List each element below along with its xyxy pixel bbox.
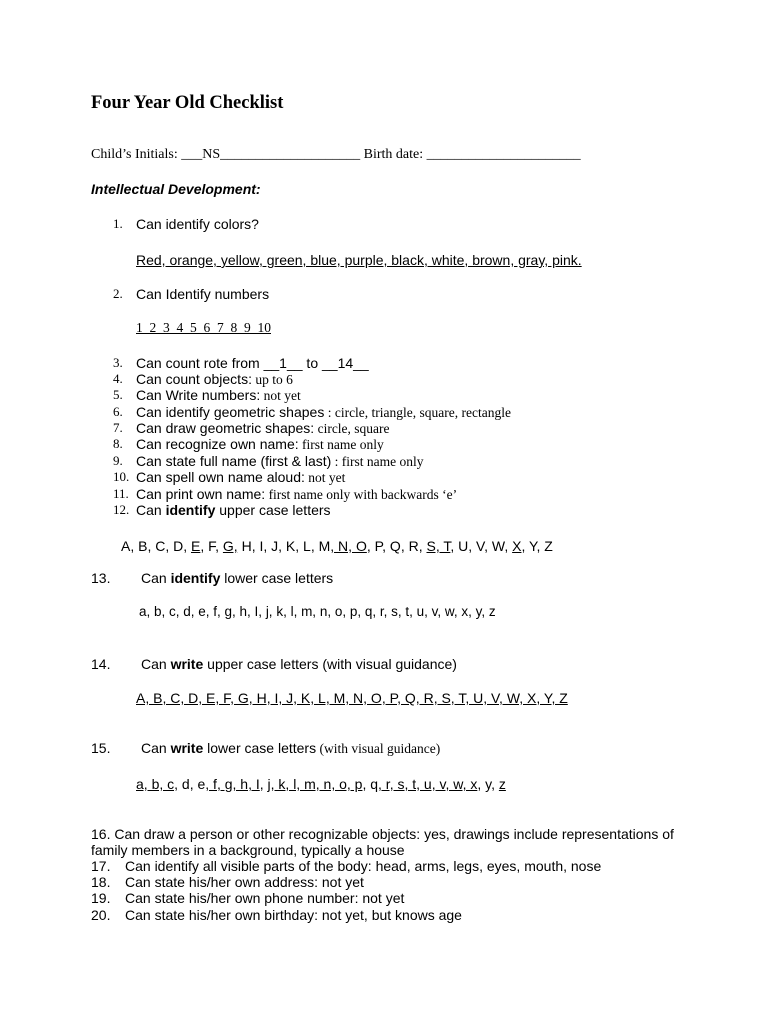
item-number: 6. <box>113 404 123 419</box>
letter-segment: A, B, C, D, <box>121 538 192 554</box>
letter-segment: , k, l, m, n, o, p <box>270 776 363 792</box>
letter-segment: d, e <box>178 776 206 792</box>
letter-segment: a, b, c, <box>136 776 179 792</box>
lower-write-letters <box>136 776 506 792</box>
item-16-paragraph: 16. Can draw a person or other recognizable objects: yes, drawings include representations of family members in a background, typically a house <box>91 826 674 859</box>
item-text: Can spell own name aloud: not yet <box>136 469 346 485</box>
letter-segment: , N, O <box>330 538 367 554</box>
item-text: Can identify geometric shapes : circle, triangle, square, rectangle <box>136 404 511 420</box>
item-number: 17. <box>91 858 111 874</box>
item-text: Can write upper case letters (with visual guidance) <box>141 656 457 672</box>
item-number: 15. <box>91 740 111 756</box>
letter-segment: H, I, J, K, L, M <box>237 538 331 554</box>
colors-text: Red, orange, yellow, green, blue, purple, black, white, brown, gray, pink. <box>136 252 582 268</box>
item-note: first name only <box>298 437 384 452</box>
letter-segment: , f, g, h, I <box>205 776 260 792</box>
child-info-line <box>91 147 581 163</box>
item-number: 11. <box>113 486 129 501</box>
item-text: Can draw geometric shapes: circle, square <box>136 420 390 436</box>
item-number: 7. <box>113 420 123 435</box>
letter-segment: , r, s, t, u, v, w, x <box>378 776 478 792</box>
item-note: up to 6 <box>251 372 293 387</box>
letter-segment: G, <box>222 538 238 554</box>
numbers-text: 1 2 3 4 5 6 7 8 9 10 <box>136 320 271 335</box>
upper-identify-letters <box>121 538 553 554</box>
item-number: 4. <box>113 371 123 386</box>
item-note: not yet <box>304 470 346 485</box>
item-note: first name only with backwards ‘e’ <box>265 487 458 502</box>
item-text: Can identify upper case letters <box>136 502 331 518</box>
item-text: Can recognize own name: first name only <box>136 436 384 452</box>
letter-segment: , j <box>259 776 271 792</box>
item-text: Can identify colors? <box>136 216 259 232</box>
item-number: 2. <box>113 286 123 301</box>
item-number: 9. <box>113 453 123 468</box>
item-number: 1. <box>113 216 123 231</box>
item-number: 19. <box>91 890 111 906</box>
item-note: : circle, triangle, square, rectangle <box>324 405 511 420</box>
childs-initials-label: Child’s Initials: <box>91 147 182 162</box>
lower-identify-letters: a, b, c, d, e, f, g, h, I, j, k, l, m, n, o, p, q, r, s, t, u, v, w, x, y, z <box>139 604 496 619</box>
letter-segment: , q <box>362 776 379 792</box>
letter-segment: , Y, Z <box>521 538 553 554</box>
item-text: Can print own name: first name only with backwards ‘e’ <box>136 486 458 502</box>
numbers-line <box>136 320 271 336</box>
page-title: Four Year Old Checklist <box>91 93 284 113</box>
item-note: : first name only <box>331 454 424 469</box>
item-number: 12. <box>113 502 130 517</box>
item-text: Can identify lower case letters <box>141 570 334 586</box>
item-text: Can state full name (first & last) : first name only <box>136 453 424 469</box>
section-heading: Intellectual Development: <box>91 181 261 197</box>
letter-segment: , U, V, W, <box>450 538 513 554</box>
item-note: not yet <box>260 388 301 403</box>
item-text: Can state his/her own address: not yet <box>125 874 364 890</box>
item-text: Can Write numbers: not yet <box>136 387 301 403</box>
colors-line <box>136 252 582 268</box>
item-number: 13. <box>91 570 111 586</box>
item-number: 10. <box>113 469 130 484</box>
item-note: circle, square <box>314 421 390 436</box>
item-text: Can Identify numbers <box>136 286 270 302</box>
item-number: 3. <box>113 355 123 370</box>
item-text: Can write lower case letters (with visual guidance) <box>141 740 441 756</box>
letter-segment: S, T <box>426 538 451 554</box>
item-text: Can state his/her own birthday: not yet, but knows age <box>125 907 462 923</box>
item-text: Can count rote from __1__ to __14__ <box>136 355 369 371</box>
letter-segment: , P, Q, R, <box>366 538 427 554</box>
item-text: Can identify all visible parts of the body: head, arms, legs, eyes, mouth, nose <box>125 858 602 874</box>
item-number: 5. <box>113 387 123 402</box>
item-number: 14. <box>91 656 111 672</box>
letter-segment: z <box>498 776 506 792</box>
childs-initials-value: ___NS____________________ <box>181 147 361 162</box>
birth-date-label: Birth date: <box>360 147 427 162</box>
birth-date-value: ______________________ <box>426 147 581 162</box>
upper-write-letters: A, B, C, D, E, F, G, H, I, J, K, L, M, N, O, P, Q, R, S, T, U, V, W, X, Y, Z <box>136 690 568 706</box>
letter-segment: , F, <box>200 538 223 554</box>
item-text: Can state his/her own phone number: not yet <box>125 890 405 906</box>
item-number: 18. <box>91 874 111 890</box>
item-number: 20. <box>91 907 111 923</box>
item-text: Can count objects: up to 6 <box>136 371 293 387</box>
letter-segment: E <box>191 538 201 554</box>
letter-segment: , y, <box>477 776 499 792</box>
letter-segment: X <box>512 538 522 554</box>
item-number: 8. <box>113 436 123 451</box>
